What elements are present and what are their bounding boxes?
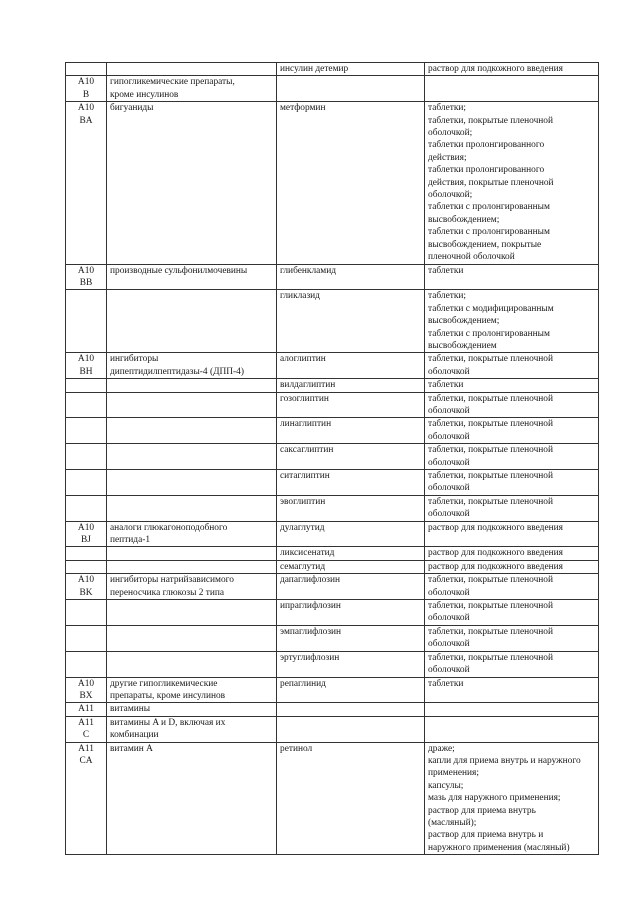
drug-name-cell: эвоглиптин xyxy=(277,495,425,521)
drug-name-cell: ретинол xyxy=(277,742,425,855)
atc-code-cell: A10 BX xyxy=(66,677,107,703)
dosage-form-cell: таблетки xyxy=(425,264,599,290)
drug-name-cell: ситаглиптин xyxy=(277,470,425,496)
drug-name-cell: репаглинид xyxy=(277,677,425,703)
dosage-form-cell: таблетки xyxy=(425,379,599,392)
table-row xyxy=(66,63,599,76)
dosage-form-cell xyxy=(425,76,599,102)
table-row xyxy=(66,392,599,418)
anatomical-group-cell: гипогликемические препараты, кроме инсулинов xyxy=(107,76,277,102)
anatomical-group-cell: аналоги глюкагоноподобного пептида-1 xyxy=(107,521,277,547)
dosage-form-cell: таблетки, покрытые пленочной оболочкой xyxy=(425,353,599,379)
anatomical-group-cell xyxy=(107,600,277,626)
dosage-form-cell: таблетки, покрытые пленочной оболочкой xyxy=(425,470,599,496)
drug-name-cell xyxy=(277,703,425,716)
dosage-form-cell: раствор для подкожного введения xyxy=(425,560,599,573)
anatomical-group-cell xyxy=(107,560,277,573)
drug-name-cell: семаглутид xyxy=(277,560,425,573)
atc-code-cell xyxy=(66,290,107,353)
drug-name-cell: метформин xyxy=(277,102,425,264)
drug-name-cell: линаглиптин xyxy=(277,418,425,444)
anatomical-group-cell xyxy=(107,444,277,470)
table-row xyxy=(66,418,599,444)
drug-name-cell: глибенкламид xyxy=(277,264,425,290)
atc-code-cell xyxy=(66,560,107,573)
drug-name-cell: ликсисенатид xyxy=(277,547,425,560)
atc-code-cell xyxy=(66,63,107,76)
table-row xyxy=(66,102,599,264)
dosage-form-cell: таблетки, покрытые пленочной оболочкой xyxy=(425,651,599,677)
atc-code-cell: A10 B xyxy=(66,76,107,102)
anatomical-group-cell: ингибиторы натрийзависимого переносчика глюкозы 2 типа xyxy=(107,574,277,600)
drug-name-cell: эмпаглифлозин xyxy=(277,625,425,651)
anatomical-group-cell xyxy=(107,392,277,418)
anatomical-group-cell xyxy=(107,379,277,392)
table-row xyxy=(66,574,599,600)
atc-code-cell: A10 BB xyxy=(66,264,107,290)
anatomical-group-cell xyxy=(107,651,277,677)
drug-name-cell: дулаглутид xyxy=(277,521,425,547)
table-row xyxy=(66,703,599,716)
table-row xyxy=(66,625,599,651)
atc-code-cell: A11 CA xyxy=(66,742,107,855)
table-row xyxy=(66,716,599,742)
atc-code-cell xyxy=(66,495,107,521)
anatomical-group-cell: витамины xyxy=(107,703,277,716)
table-row xyxy=(66,677,599,703)
document-page xyxy=(65,62,599,855)
drug-name-cell: вилдаглиптин xyxy=(277,379,425,392)
table-row xyxy=(66,379,599,392)
dosage-form-cell: таблетки, покрытые пленочной оболочкой xyxy=(425,574,599,600)
anatomical-group-cell: витамин A xyxy=(107,742,277,855)
atc-code-cell xyxy=(66,651,107,677)
dosage-form-cell: таблетки, покрытые пленочной оболочкой xyxy=(425,418,599,444)
atc-code-cell xyxy=(66,547,107,560)
drug-table xyxy=(65,62,599,855)
table-row xyxy=(66,290,599,353)
anatomical-group-cell xyxy=(107,495,277,521)
dosage-form-cell: таблетки; таблетки, покрытые пленочной оболочкой; таблетки пролонгированного действия; таблетки пролонгированного действия, покрытые пленочной оболочкой; таблетки с пролонгированным высвобождением; таблетки с пролонгированным высвобождением, покрытые пленочной оболочкой xyxy=(425,102,599,264)
atc-code-cell: A11 xyxy=(66,703,107,716)
dosage-form-cell: раствор для подкожного введения xyxy=(425,547,599,560)
table-row xyxy=(66,521,599,547)
drug-name-cell: эртуглифлозин xyxy=(277,651,425,677)
dosage-form-cell: таблетки; таблетки с модифицированным высвобождением; таблетки с пролонгированным высвобождением xyxy=(425,290,599,353)
anatomical-group-cell: ингибиторы дипептидилпептидазы-4 (ДПП-4) xyxy=(107,353,277,379)
anatomical-group-cell xyxy=(107,547,277,560)
dosage-form-cell: таблетки, покрытые пленочной оболочкой xyxy=(425,495,599,521)
drug-name-cell: саксаглиптин xyxy=(277,444,425,470)
drug-name-cell xyxy=(277,716,425,742)
atc-code-cell: A11 C xyxy=(66,716,107,742)
table-row xyxy=(66,444,599,470)
anatomical-group-cell xyxy=(107,470,277,496)
dosage-form-cell: таблетки, покрытые пленочной оболочкой xyxy=(425,444,599,470)
atc-code-cell: A10 BK xyxy=(66,574,107,600)
atc-code-cell: A10 BH xyxy=(66,353,107,379)
table-row xyxy=(66,495,599,521)
atc-code-cell xyxy=(66,444,107,470)
dosage-form-cell: таблетки, покрытые пленочной оболочкой xyxy=(425,600,599,626)
anatomical-group-cell xyxy=(107,625,277,651)
anatomical-group-cell xyxy=(107,290,277,353)
dosage-form-cell: раствор для подкожного введения xyxy=(425,521,599,547)
atc-code-cell: A10 BJ xyxy=(66,521,107,547)
atc-code-cell xyxy=(66,625,107,651)
table-row xyxy=(66,470,599,496)
dosage-form-cell: драже; капли для приема внутрь и наружного применения; капсулы; мазь для наружного применения; раствор для приема внутрь (масляный); раствор для приема внутрь и наружного применения (масляный) xyxy=(425,742,599,855)
drug-name-cell: алоглиптин xyxy=(277,353,425,379)
drug-name-cell: ипраглифлозин xyxy=(277,600,425,626)
dosage-form-cell: таблетки xyxy=(425,677,599,703)
atc-code-cell xyxy=(66,600,107,626)
table-row xyxy=(66,600,599,626)
anatomical-group-cell xyxy=(107,418,277,444)
dosage-form-cell xyxy=(425,716,599,742)
dosage-form-cell: раствор для подкожного введения xyxy=(425,63,599,76)
anatomical-group-cell: другие гипогликемические препараты, кроме инсулинов xyxy=(107,677,277,703)
drug-name-cell: гликлазид xyxy=(277,290,425,353)
atc-code-cell: A10 BA xyxy=(66,102,107,264)
drug-name-cell xyxy=(277,76,425,102)
dosage-form-cell: таблетки, покрытые пленочной оболочкой xyxy=(425,392,599,418)
table-row xyxy=(66,651,599,677)
atc-code-cell xyxy=(66,379,107,392)
anatomical-group-cell: бигуаниды xyxy=(107,102,277,264)
drug-name-cell: инсулин детемир xyxy=(277,63,425,76)
drug-name-cell: дапаглифлозин xyxy=(277,574,425,600)
anatomical-group-cell: производные сульфонилмочевины xyxy=(107,264,277,290)
table-row xyxy=(66,264,599,290)
anatomical-group-cell: витамины A и D, включая их комбинации xyxy=(107,716,277,742)
dosage-form-cell: таблетки, покрытые пленочной оболочкой xyxy=(425,625,599,651)
drug-name-cell: гозоглиптин xyxy=(277,392,425,418)
table-row xyxy=(66,547,599,560)
atc-code-cell xyxy=(66,392,107,418)
dosage-form-cell xyxy=(425,703,599,716)
table-row xyxy=(66,76,599,102)
drug-table-body xyxy=(66,63,599,855)
atc-code-cell xyxy=(66,470,107,496)
atc-code-cell xyxy=(66,418,107,444)
anatomical-group-cell xyxy=(107,63,277,76)
table-row xyxy=(66,742,599,855)
table-row xyxy=(66,560,599,573)
table-row xyxy=(66,353,599,379)
